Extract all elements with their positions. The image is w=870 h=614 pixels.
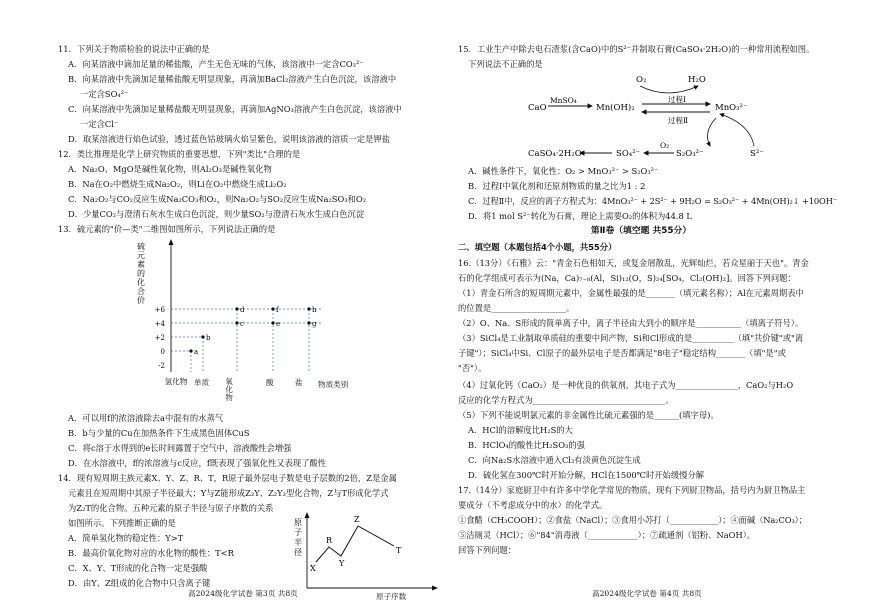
q16-line-2: 石的化学组成可表示为(Na，Ca)₇₋₈(Al，Si)₁₂(O，S)₂₄[SO₄，Cl₂(OH)₂]。回答下列问题： — [458, 273, 796, 283]
q13-option-a: A．可以用f的浓溶液除去a中混有的水蒸气 — [68, 413, 224, 423]
q11-option-a: A．向某溶液中滴加足量的稀盐酸，产生无色无味的气体，该溶液中一定含CO₃²⁻ — [68, 59, 364, 69]
q16-option-a: A．HCl的溶解度比H₂S的大 — [468, 425, 573, 435]
right-page-footer: 高2024级化学试卷 第4页 共8页 — [592, 589, 702, 598]
q14-line-1: 14．现有短周期主族元素X、Y、Z、R、T，R原子最外层电子数是电子层数的2倍，Z是金属 — [58, 473, 397, 483]
volume-2-heading: 第Ⅱ卷（填空题 共55分） — [590, 226, 692, 236]
point-b — [201, 335, 204, 338]
ylabel-char: 化 — [137, 278, 145, 287]
point-g — [307, 321, 310, 324]
ylabel-char: 半 — [294, 538, 302, 547]
ytick: +6 — [154, 306, 165, 314]
flow-so4: SO₄²⁻ — [616, 149, 641, 159]
q14-option-c: C．X、Y、T形成的化合物一定是强酸 — [68, 563, 208, 573]
flow-caso4: CaSO₄·2H₂O — [528, 149, 582, 159]
flow-mno3: MnO₃²⁻ — [715, 103, 748, 113]
q14-option-a: A．简单氢化物的稳定性：Y>T — [68, 533, 184, 543]
point-label: h — [312, 306, 317, 314]
ylabel-char: 径 — [294, 548, 302, 557]
q11-option-b-cont: 一定含SO₄²⁻ — [80, 89, 129, 99]
xcat-oxide: 氧化物 — [225, 377, 233, 402]
q15-option-d: D．将1 mol S²⁻转化为石膏，理论上需要O₂的体积为44.8 L — [468, 211, 692, 221]
q13-stem: 13．硫元素的"价—类"二维图如图所示，下列说法正确的是 — [58, 224, 276, 234]
q14-line-3: 为Z₂T的化合物。五种元素的原子半径与原子序数的关系 — [68, 503, 274, 513]
ylabel-char: 合 — [137, 287, 145, 296]
valence-point-labels — [194, 306, 317, 356]
q17-line-2: 要成分（不考虑成分中的水）的化学式。 — [458, 500, 608, 510]
point-label: c — [240, 320, 244, 328]
flow-cao: CaO — [528, 103, 547, 113]
element-label: Z — [354, 515, 360, 524]
ylabel-char: 的 — [137, 269, 145, 278]
arrow-to-s2o3 — [708, 118, 716, 146]
q11-option-d: D．取某溶液进行焰色试验，透过蓝色钴玻璃火焰呈紫色，说明该溶液的溶质一定是钾盐 — [68, 134, 390, 144]
point-label: a — [194, 348, 199, 356]
ylabel-char: 元 — [137, 251, 145, 260]
flow-h2o: H₂O — [688, 75, 706, 85]
q16-line-1: 16.（13分）《石雅》云："青金石色相如天，或复金屑散乱，光辉灿烂，若众星丽于天也"。青金 — [458, 258, 809, 268]
q14-line-4: 如图所示。下列推断正确的是 — [68, 518, 176, 528]
q13-option-b: B．b与少量的Cu在加热条件下生成黑色固体CuS — [68, 428, 250, 438]
point-label: e — [276, 320, 281, 328]
valence-y-arrow — [169, 239, 174, 245]
sulfur-valence-diagram — [133, 237, 383, 372]
q17-line-5: 回答下列问题： — [458, 545, 517, 555]
ytick: +2 — [154, 334, 165, 342]
ylabel-char: 原 — [294, 518, 302, 527]
q16-part-1-cont: 的位置是__________________。 — [458, 303, 575, 313]
point-d — [235, 307, 238, 310]
q12-option-a: A．Na₂O、MgO是碱性氧化物，则Al₂O₃是碱性氧化物 — [68, 164, 272, 174]
point-a — [189, 349, 192, 352]
q16-part-1: （1）青金石所含的短周期元素中，金属性最强的是_______（填元素名称）；Al在元素周期表中 — [458, 288, 804, 298]
q11-option-b: B．向某溶液中先滴加足量稀盐酸无明显现象，再滴加BaCl₂溶液产生白色沉淀，该溶液中 — [68, 74, 397, 84]
point-h — [307, 307, 310, 310]
point-label: d — [240, 306, 245, 314]
radius-y-arrow — [305, 512, 310, 518]
q17-line-1: 17.（14分）家庭厨卫中有许多中学化学常见的物质，现有下列厨卫物品，括号内为厨卫物品主 — [458, 485, 806, 495]
q16-part-3-end: "否"）。 — [458, 363, 487, 373]
q11-option-c-cont: 一定含Cl⁻ — [80, 119, 119, 129]
flow-mnso4: MnSO₄ — [550, 96, 577, 105]
q17-line-4: ⑤洁厕灵（HCl）；⑥"84"消毒液（____________）；⑦疏通剂（铝粉、NaOH）。 — [458, 530, 756, 540]
radius-ylabel — [294, 518, 302, 557]
ylabel-char: 价 — [137, 296, 145, 305]
q12-stem: 12．类比推理是化学上研究物质的重要思想，下列"类比"合理的是 — [58, 149, 301, 159]
flow-mnoh2: Mn(OH)₂ — [596, 103, 635, 113]
q15-option-a: A．碱性条件下，氧化性：O₂ > MnO₃²⁻ > S₂O₃²⁻ — [468, 166, 659, 176]
process-flow-diagram — [528, 74, 778, 162]
point-e — [271, 321, 274, 324]
ytick: +4 — [154, 320, 165, 328]
q17-line-3: ①食醋（CH₃COOH）；②食盐（NaCl）；③食用小苏打（____________）；④面碱（Na₂CO₃）； — [458, 515, 807, 525]
q16-option-b: B．HClO₄的酸性比H₂SO₃的强 — [468, 440, 585, 450]
flow-process-2: 过程Ⅱ — [668, 116, 689, 125]
point-c — [235, 321, 238, 324]
element-label: T — [396, 546, 402, 555]
q12-option-c: C．Na₂O₂与CO₂反应生成Na₂CO₃和O₂，则Na₂O₂与SO₂反应生成Na₂SO₃和O₂ — [68, 194, 367, 204]
radius-element-labels — [310, 515, 402, 573]
flow-s2: S²⁻ — [750, 149, 764, 159]
q12-option-d: D．少量CO₂与澄清石灰水生成白色沉淀，则少量SO₂与澄清石灰水生成白色沉淀 — [68, 209, 365, 219]
point-label: b — [206, 334, 211, 342]
q12-option-b: B．Na在O₂中燃烧生成Na₂O₂，则Li在O₂中燃烧生成Li₂O₂ — [68, 179, 287, 189]
xcat-hydride: 氢化物 — [164, 377, 188, 386]
arrow-s2-mno3 — [720, 114, 754, 146]
ytick: -2 — [158, 362, 165, 370]
ytick: 0 — [160, 348, 165, 356]
xcat-salt: 盐 — [295, 378, 303, 387]
q15-option-c: C．过程Ⅱ中，反应的离子方程式为：4MnO₃²⁻ + 2S²⁻ + 9H₂O = S₂O₃²⁻ + 4Mn(OH)₂↓ +10OH⁻ — [468, 196, 838, 206]
valence-points — [189, 307, 310, 352]
q11-stem: 11．下列关于物质检验的说法中正确的是 — [58, 44, 210, 54]
ylabel-char: 子 — [294, 528, 302, 537]
element-label: X — [310, 564, 316, 573]
q15-option-b: B．过程Ⅰ中氧化剂和还原剂物质的量之比为1 : 2 — [468, 181, 646, 191]
q16-part-4-cont: 反应的化学方程式为________________________________。 — [458, 395, 674, 405]
q11-option-c: C．向某溶液中先滴加足量稀盐酸无明显现象，再滴加AgNO₃溶液产生白色沉淀，该溶液中 — [68, 104, 402, 114]
q14-option-b: B．最高价氧化物对应的水化物的酸性：T<R — [68, 548, 234, 558]
q16-part-3: （3）SiCl₄是工业制取单质硅的重要中间产物，Si和Cl形成的是__________（填"共价键"或"离 — [458, 333, 804, 343]
atomic-radius-diagram — [294, 510, 440, 600]
part-2-heading: 二、填空题（本题包括4个小题，共55分） — [458, 242, 617, 252]
xcat-element: 单质 — [194, 378, 210, 387]
radius-x-arrow — [432, 586, 438, 591]
point-label: g — [312, 320, 317, 328]
q16-option-d: D．硫化氢在300℃时开始分解，HCl在1500℃时开始缓慢分解 — [468, 470, 705, 480]
flow-process-1: 过程Ⅰ — [668, 95, 686, 104]
q16-part-3-cont: 子键"）；SiCl₄中Si、Cl原子的最外层电子是否都满足"8电子"稳定结构_______（填"是"或 — [458, 348, 786, 358]
q16-option-c: C．向Na₂S水溶液中通入Cl₂有淡黄色沉淀生成 — [468, 455, 641, 465]
q15-line-2: 下列说法不正确的是 — [468, 59, 543, 69]
element-label: Y — [339, 559, 345, 568]
valence-xlabel: 物质类别 — [318, 380, 349, 389]
point-f — [271, 307, 274, 310]
left-page-footer: 高2024级化学试卷 第3页 共8页 — [188, 589, 298, 598]
q16-part-2: （2）O、Na、S形成的简单离子中，离子半径由大到小的顺序是___________（填离子符号）。 — [458, 318, 804, 328]
q13-option-d: D．在水溶液中，f的浓溶液与c反应，f既表现了强氧化性又表现了酸性 — [68, 458, 327, 468]
q14-line-2: 元素且在短周期中其原子半径最大；Y与Z能形成Z₂Y、Z₂Y₂型化合物，Z与T形成化学式 — [68, 488, 389, 498]
q16-part-4: （4）过氧化钙（CaO₂）是一种优良的供氧剂，其电子式为_______________，CaO₂与H₂O — [458, 380, 794, 390]
flow-o2-lower: O₂ — [660, 141, 670, 150]
flow-s2o3: S₂O₃²⁻ — [676, 149, 704, 159]
ylabel-char: 硫 — [137, 242, 145, 251]
flow-o2: O₂ — [636, 75, 647, 85]
guide-lines — [171, 309, 323, 372]
arrow-o2-h2o — [640, 86, 698, 93]
q14-option-d: D．由Y、Z组成的化合物中只含离子键 — [68, 578, 211, 588]
q16-part-5: （5）下列不能说明氯元素的非金属性比硫元素强的是______(填字母)。 — [458, 410, 719, 420]
q13-option-c: C．将c溶于水得到的e长时间露置于空气中，溶液酸性会增强 — [68, 443, 292, 453]
valence-ylabel — [137, 241, 145, 305]
q15-line-1: 15．工业生产中除去电石渣浆(含CaO)中的S²⁻并制取石膏(CaSO₄·2H₂O)的一种常用流程如图。 — [458, 44, 815, 54]
element-label: R — [326, 536, 333, 545]
point-label: f — [276, 306, 279, 314]
xcat-acid: 酸 — [266, 378, 274, 387]
radius-xlabel: 原子序数 — [376, 592, 407, 601]
valence-yticks — [155, 306, 166, 370]
ylabel-char: 素 — [137, 260, 145, 269]
